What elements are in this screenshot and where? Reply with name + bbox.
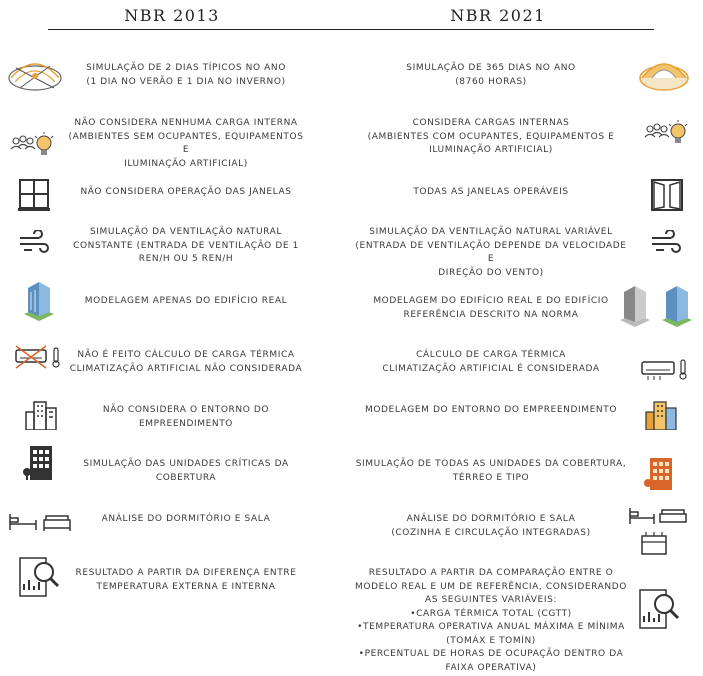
- row-3-nbr2013-text: NÃO CONSIDERA OPERAÇÃO DAS JANELAS: [80, 187, 292, 197]
- occupants-and-bulb-icon: [10, 131, 56, 161]
- bed-sofa-kitchen-icon: [628, 506, 690, 558]
- row-8-nbr2013-text: SIMULAÇÃO DAS UNIDADES CRÍTICAS DA COBERTURA: [83, 459, 289, 483]
- city-color-icon: [644, 398, 678, 430]
- row-3-nbr2021-text: TODAS AS JANELAS OPERÁVEIS: [413, 187, 569, 197]
- row-9-nbr2021-text: ANÁLISE DO DORMITÓRIO E SALA (COZINHA E CIRCULAÇÃO INTEGRADAS): [391, 514, 591, 538]
- ac-with-thermometer-icon: [640, 358, 692, 382]
- header-nbr-2021: NBR 2021: [450, 6, 546, 25]
- row-6-nbr2013-text: NÃO É FEITO CÁLCULO DE CARGA TÉRMICA CLIMATIZAÇÃO ARTIFICIAL NÃO CONSIDERADA: [69, 350, 303, 374]
- row-7-nbr2013-text: NÃO CONSIDERA O ENTORNO DO EMPREENDIMENTO: [102, 405, 270, 429]
- wind-icon: [650, 230, 682, 256]
- row-1-nbr2013-text: SIMULAÇÃO DE 2 DIAS TÍPICOS NO ANO (1 DIA NO VERÃO E 1 DIA NO INVERNO): [86, 63, 286, 87]
- row-2-nbr2013-text: NÃO CONSIDERA NENHUMA CARGA INTERNA (AMBIENTES SEM OCUPANTES, EQUIPAMENTOS E ILUMINAÇÃO ARTIFICIAL): [68, 118, 304, 169]
- row-2-nbr2021-text: CONSIDERA CARGAS INTERNAS (AMBIENTES COM OCUPANTES, EQUIPAMENTOS E ILUMINAÇÃO ARTIFICIAL): [367, 118, 615, 155]
- real-building-icon: [22, 278, 56, 322]
- row-5-nbr2021-text: MODELAGEM DO EDIFÍCIO REAL E DO EDIFÍCIO REFERÊNCIA DESCRITO NA NORMA: [373, 296, 609, 320]
- bed-and-sofa-icon: [8, 510, 74, 532]
- row-1-nbr2021-text: SIMULAÇÃO DE 365 DIAS NO ANO (8760 HORAS): [406, 63, 576, 87]
- row-7-nbr2021-text: MODELAGEM DO ENTORNO DO EMPREENDIMENTO: [364, 405, 618, 415]
- closed-window-icon: [18, 178, 50, 212]
- yearly-sun-path-icon: [638, 56, 690, 92]
- open-window-icon: [650, 178, 684, 212]
- header-nbr-2013: NBR 2013: [124, 6, 220, 25]
- row-9-nbr2013-text: ANÁLISE DO DORMITÓRIO E SALA: [101, 514, 271, 524]
- sun-path-diagram-icon: [6, 54, 64, 94]
- row-6-nbr2021-text: CÁLCULO DE CARGA TÉRMICA CLIMATIZAÇÃO ARTIFICIAL É CONSIDERADA: [382, 350, 600, 374]
- city-icon: [24, 398, 58, 430]
- row-5-nbr2013-text: MODELAGEM APENAS DO EDIFÍCIO REAL: [84, 296, 288, 306]
- crossed-ac-icon: [14, 344, 66, 370]
- row-10-nbr2013-text: RESULTADO A PARTIR DA DIFERENÇA ENTRE TEMPERATURA EXTERNA E INTERNA: [75, 568, 297, 592]
- building-dark-icon: [22, 444, 60, 482]
- row-4-nbr2013-text: SIMULAÇÃO DA VENTILAÇÃO NATURAL CONSTANTE (ENTRADA DE VENTILAÇÃO DE 1 REN/H OU 5 REN/H: [73, 227, 299, 264]
- occupants-and-bulb-icon: [644, 119, 690, 149]
- real-and-reference-buildings-icon: [618, 282, 700, 328]
- row-8-nbr2021-text: SIMULAÇÃO DE TODAS AS UNIDADES DA COBERTURA, TÉRREO E TIPO: [355, 459, 627, 483]
- row-4-nbr2021-text: SIMULAÇÃO DA VENTILAÇÃO NATURAL VARIÁVEL (ENTRADA DE VENTILAÇÃO DEPENDE DA VELOCIDADE E DIREÇÃO DO VENTO): [355, 227, 627, 278]
- header-divider: [48, 29, 654, 30]
- report-magnifier-icon: [638, 588, 680, 632]
- report-magnifier-icon: [18, 556, 60, 600]
- building-orange-icon: [644, 456, 678, 492]
- row-10-nbr2021-text: RESULTADO A PARTIR DA COMPARAÇÃO ENTRE O MODELO REAL E UM DE REFERÊNCIA, CONSIDERANDO AS SEGUINTES VARIÁVEIS: •CARGA TÉRMICA TOTAL (CGTT) •TEMPERATURA OPERATIVA ANUAL MÁXIMA E MÍNIMA (TOMÁX E TOMÍN) •PERCENTUAL DE HORAS DE OCUPAÇÃO DENTRO DA FAIXA OPERATIVA): [355, 568, 627, 673]
- wind-icon: [18, 230, 50, 256]
